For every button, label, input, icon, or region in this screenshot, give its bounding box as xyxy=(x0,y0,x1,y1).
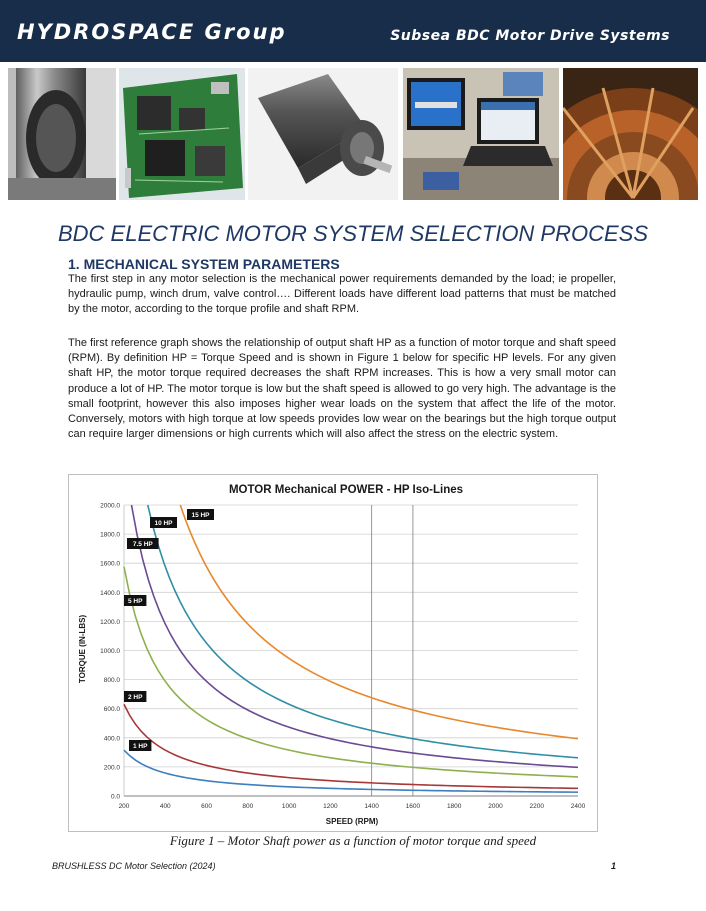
x-tick-label: 1000 xyxy=(281,803,297,810)
photo-strip xyxy=(8,68,698,200)
series-line-5-hp xyxy=(124,567,578,777)
brand-title: HYDROSPACE Group xyxy=(17,20,287,44)
series-line-10-hp xyxy=(148,505,578,758)
series-label-15-hp xyxy=(187,509,214,520)
test-bench-laptop-photo xyxy=(403,68,559,200)
machined-shaft-photo xyxy=(8,68,116,200)
y-tick-label: 800.0 xyxy=(103,677,120,685)
x-tick-label: 1400 xyxy=(364,803,379,810)
series-label-text: 1 HP xyxy=(132,743,148,750)
series-label-text: 7.5 HP xyxy=(132,541,153,548)
hp-iso-lines-chart xyxy=(69,475,597,831)
header-banner xyxy=(0,0,706,62)
paragraph-reference-graph: The first reference graph shows the relationship of output shaft HP as a function of motor torque and shaft speed (RPM). By definition HP = Torque Speed and is shown in Figure 1 below for specific HP levels. For any given shaft HP, the motor torque required decreases the shaft RPM increases. This is how a very small motor can produce a lot of HP. The motor torque is low but the shaft speed is allowed to go very high. The advantage is the small footprint, however this also imposes higher wear loads on the system that affect the life of the motor. Conversely, motors with high torque at low speeds provides low wear on the bearings but the high torque output can require larger dimensions or high currents which will also affect the stress on the electric system. xyxy=(68,337,616,441)
y-tick-label: 1400.0 xyxy=(100,589,120,597)
x-tick-label: 600 xyxy=(201,803,212,810)
x-tick-label: 2400 xyxy=(570,803,586,810)
chart-axes xyxy=(100,503,586,811)
bdc-motor-photo xyxy=(248,68,398,200)
series-line-1-hp xyxy=(124,750,578,792)
y-tick-label: 1000.0 xyxy=(100,648,120,655)
y-tick-label: 1600.0 xyxy=(100,560,120,568)
x-tick-label: 2200 xyxy=(529,803,544,810)
chart-y-axis-label: TORQUE (IN-LBS) xyxy=(78,614,87,684)
circuit-board-photo xyxy=(119,68,245,200)
x-tick-label: 1800 xyxy=(446,803,462,810)
y-tick-label: 0.0 xyxy=(110,793,120,801)
y-tick-label: 400.0 xyxy=(103,735,120,743)
document-title: BDC ELECTRIC MOTOR SYSTEM SELECTION PROCESS xyxy=(57,221,649,246)
y-tick-label: 1800.0 xyxy=(100,531,120,539)
figure-caption: Figure 1 – Motor Shaft power as a function of motor torque and speed xyxy=(169,833,537,848)
series-label-7-5-hp xyxy=(127,538,159,549)
series-line-15-hp xyxy=(180,505,578,739)
x-tick-label: 1200 xyxy=(323,803,338,810)
y-tick-label: 2000.0 xyxy=(100,502,120,510)
series-label-text: 2 HP xyxy=(127,694,143,701)
series-label-text: 5 HP xyxy=(127,598,143,605)
series-label-1-hp xyxy=(129,740,151,751)
chart-series-lines xyxy=(124,505,578,792)
paragraph-intro: The first step in any motor selection is the mechanical power requirements demanded by the load; ie propeller, hydraulic pump, winch drum, valve control…. Different loads have different load patterns that must be matched by the motor, according to the torque profile and shaft RPM. xyxy=(68,273,616,316)
series-label-text: 10 HP xyxy=(154,520,173,527)
series-label-10-hp xyxy=(150,517,177,528)
y-tick-label: 200.0 xyxy=(103,764,120,772)
x-tick-label: 800 xyxy=(242,803,254,810)
section-heading: 1. MECHANICAL SYSTEM PARAMETERS xyxy=(68,256,340,272)
series-label-5-hp xyxy=(124,595,146,606)
series-line-7-5-hp xyxy=(132,505,579,767)
chart-title: MOTOR Mechanical POWER - HP Iso-Lines xyxy=(228,484,464,496)
x-tick-label: 200 xyxy=(118,803,130,810)
chart-x-axis-label: SPEED (RPM) xyxy=(325,817,379,826)
y-tick-label: 600.0 xyxy=(103,706,120,714)
series-label-2-hp xyxy=(124,691,146,702)
y-tick-label: 1200.0 xyxy=(100,618,120,626)
x-tick-label: 2000 xyxy=(488,803,503,810)
footer-document-name: BRUSHLESS DC Motor Selection (2024) xyxy=(52,861,216,871)
series-label-text: 15 HP xyxy=(191,512,210,519)
copper-stator-winding-photo xyxy=(563,68,698,200)
header-tagline: Subsea BDC Motor Drive Systems xyxy=(390,28,670,44)
footer-page-number: 1 xyxy=(610,861,616,871)
series-line-2-hp xyxy=(124,704,578,788)
x-tick-label: 1600 xyxy=(405,803,421,810)
figure-1-chart xyxy=(68,474,598,832)
x-tick-label: 400 xyxy=(159,803,171,810)
